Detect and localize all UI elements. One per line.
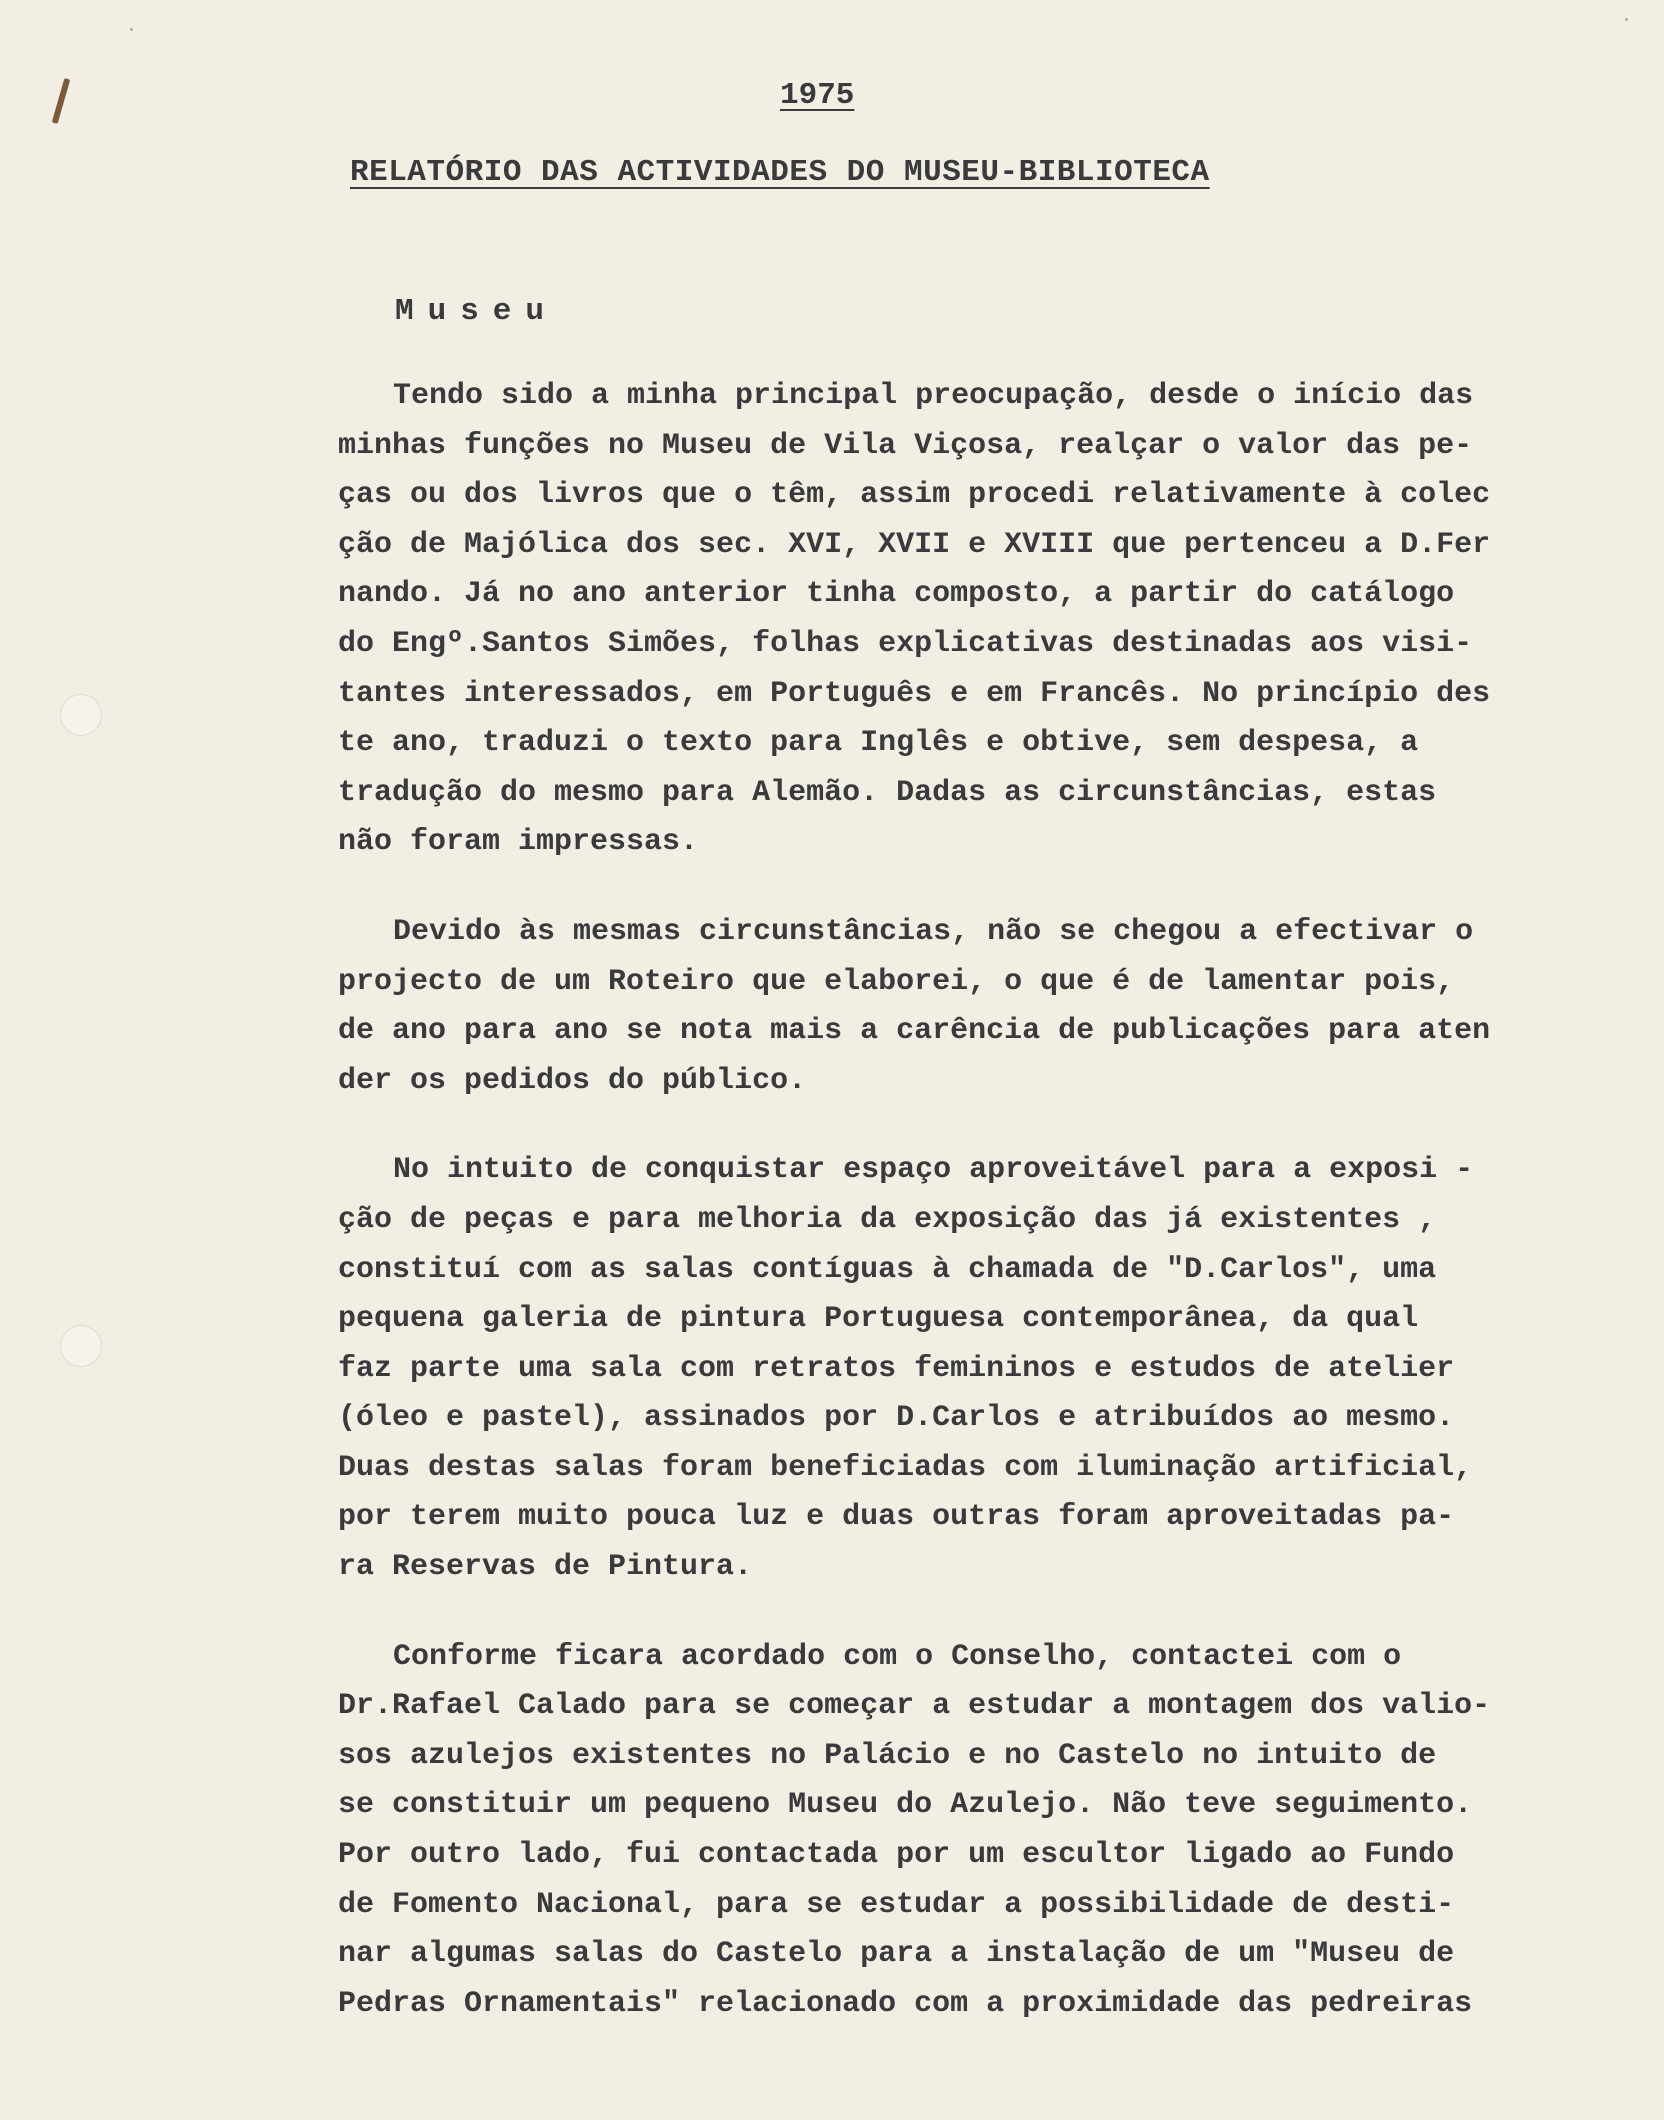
punch-hole — [60, 1325, 102, 1367]
text-line: te ano, traduzi o texto para Inglês e obtive, sem despesa, a — [338, 726, 1419, 761]
paragraph — [338, 1633, 1628, 2030]
text-line: No intuito de conquistar espaço aproveitável para a exposi - — [393, 1153, 1474, 1188]
text-line: constituí com as salas contíguas à chamada de "D.Carlos", uma — [338, 1252, 1437, 1287]
paper-speck — [1625, 18, 1628, 21]
paper-speck — [130, 28, 133, 31]
punch-hole — [60, 694, 102, 736]
text-line: Duas destas salas foram beneficiadas com iluminação artificial, — [338, 1450, 1473, 1485]
text-line: pequena galeria de pintura Portuguesa contemporânea, da qual — [338, 1302, 1419, 1337]
text-line: ção de peças e para melhoria da exposição das já existentes , — [338, 1202, 1437, 1237]
paragraph — [338, 908, 1628, 1106]
text-line: Devido às mesmas circunstâncias, não se chegou a efectivar o — [393, 914, 1474, 949]
text-line: do Engº.Santos Simões, folhas explicativas destinadas aos visi- — [338, 626, 1473, 661]
text-line: Por outro lado, fui contactada por um escultor ligado ao Fundo — [338, 1838, 1455, 1873]
text-line: Tendo sido a minha principal preocupação, desde o início das — [393, 379, 1474, 413]
text-line: sos azulejos existentes no Palácio e no Castelo no intuito de — [338, 1738, 1437, 1773]
text-line: tradução do mesmo para Alemão. Dadas as circunstâncias, estas — [338, 775, 1437, 810]
text-line: se constituir um pequeno Museu do Azulejo. Não teve seguimento. — [338, 1788, 1473, 1823]
text-line: ças ou dos livros que o têm, assim procedi relativamente à colec — [338, 478, 1491, 513]
text-line: nando. Já no ano anterior tinha composto, a partir do catálogo — [338, 577, 1455, 612]
text-line: der os pedidos do público. — [338, 1063, 807, 1098]
document-body — [338, 372, 1628, 2069]
text-line: Conforme ficara acordado com o Conselho, contactei com o — [393, 1639, 1402, 1674]
text-line: minhas funções no Museu de Vila Viçosa, realçar o valor das pe- — [338, 428, 1473, 463]
document-year: 1975 — [780, 78, 855, 113]
text-line: nar algumas salas do Castelo para a instalação de um "Museu de — [338, 1937, 1455, 1972]
pen-mark — [52, 78, 70, 124]
text-line: projecto de um Roteiro que elaborei, o que é de lamentar pois, — [338, 964, 1455, 999]
text-line: de Fomento Nacional, para se estudar a possibilidade de desti- — [338, 1887, 1455, 1922]
text-line: ra Reservas de Pintura. — [338, 1550, 753, 1585]
text-line: Pedras Ornamentais" relacionado com a proximidade das pedreiras — [338, 1986, 1473, 2021]
document-title: RELATÓRIO DAS ACTIVIDADES DO MUSEU-BIBLIOTECA — [350, 155, 1210, 190]
text-line: (óleo e pastel), assinados por D.Carlos e atribuídos ao mesmo. — [338, 1401, 1455, 1436]
text-line: de ano para ano se nota mais a carência de publicações para aten — [338, 1014, 1491, 1049]
text-line: ção de Majólica dos sec. XVI, XVII e XVIII que pertenceu a D.Fer — [338, 527, 1491, 562]
paragraph — [338, 372, 1628, 868]
text-line: Dr.Rafael Calado para se começar a estudar a montagem dos valio- — [338, 1689, 1491, 1724]
text-line: tantes interessados, em Português e em Francês. No princípio des — [338, 676, 1491, 711]
text-line: faz parte uma sala com retratos femininos e estudos de atelier — [338, 1351, 1455, 1386]
text-line: não foram impressas. — [338, 825, 699, 860]
text-line: por terem muito pouca luz e duas outras foram aproveitadas pa- — [338, 1500, 1455, 1535]
section-heading: Museu — [395, 294, 559, 329]
paragraph — [338, 1146, 1628, 1592]
